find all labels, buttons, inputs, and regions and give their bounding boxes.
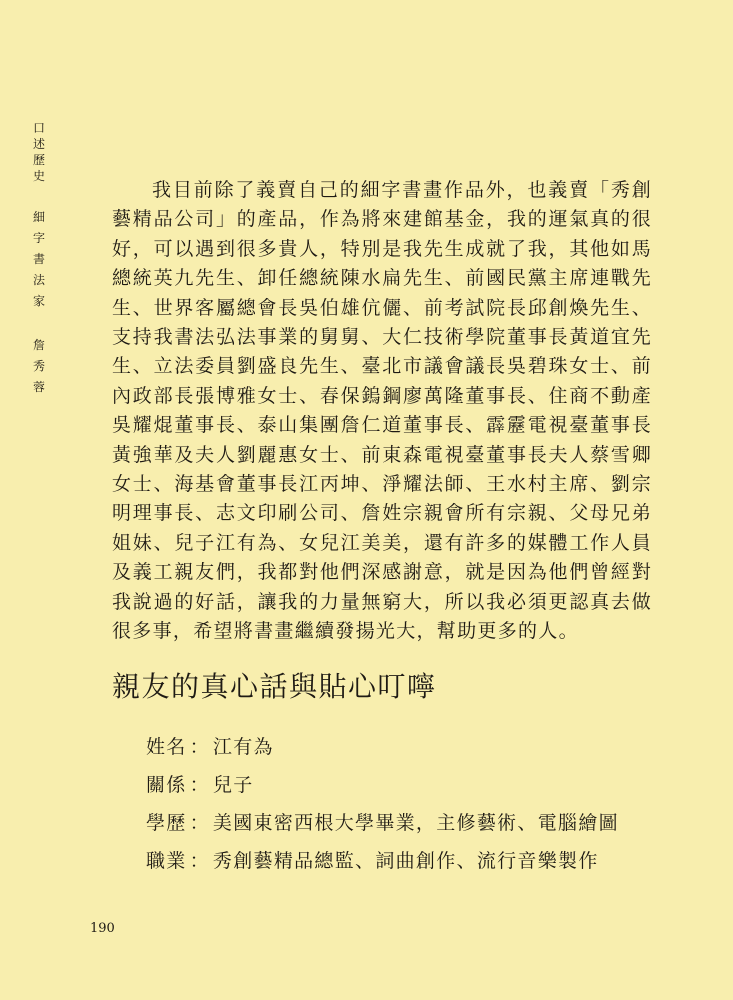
running-header-char: 書 [32,252,45,266]
profile-row-name [146,734,619,772]
running-header-series [33,120,45,184]
running-header [32,120,46,398]
running-header-char: 口 [32,121,45,135]
running-header-topic [33,207,45,312]
running-header-char: 歷 [32,153,45,167]
running-header-char: 秀 [32,359,45,373]
running-header-char: 字 [32,231,45,245]
profile-row-relation [146,772,619,810]
profile-row-education [146,810,619,848]
running-header-char: 述 [32,137,45,151]
running-header-char: 家 [32,294,45,308]
body-paragraph: 我目前除了義賣自己的細字書畫作品外，也義賣「秀創藝精品公司」的產品，作為將來建館基金，我的運氣真的很好，可以遇到很多貴人，特別是我先生成就了我，其他如馬總統英九先生、卸任總統陳水扁先生、前國民黨主席連戰先生、世界客屬總會長吳伯雄伉儷、前考試院長邱創煥先生、支持我書法弘法事業的舅舅、大仁技術學院董事長黃道宜先生、立法委員劉盛良先生、臺北市議會議長吳碧珠女士、前內政部長張博雅女士、春保鎢鋼廖萬隆董事長、住商不動產吳耀焜董事長、泰山集團詹仁道董事長、霹靂電視臺董事長黃強華及夫人劉麗惠女士、前東森電視臺董事長夫人蔡雪卿女士、海基會董事長江丙坤、淨耀法師、王水村主席、劉宗明理事長、志文印刷公司、詹姓宗親會所有宗親、父母兄弟姐妹、兒子江有為、女兒江美美，還有許多的媒體工作人員及義工親友們，我都對他們深感謝意，就是因為他們曾經對我說過的好話，讓我的力量無窮大，所以我必須更認真去做很多事，希望將書畫繼續發揚光大，幫助更多的人。 [112,179,652,643]
profile-value: 兒子 [212,774,254,796]
profile-value: 秀創藝精品總監、詞曲創作、流行音樂製作 [212,850,599,872]
running-header-author [33,335,45,398]
profile-value: 美國東密西根大學畢業，主修藝術、電腦繪圖 [212,812,619,834]
profile-separator: ： [189,850,210,872]
profile-separator: ： [189,774,210,796]
profile-label: 姓名 [146,736,187,758]
profile-row-occupation [146,848,619,886]
profile-label: 學歷 [146,812,187,834]
profile-list [146,734,619,886]
profile-separator: ： [189,812,210,834]
running-header-char: 史 [32,169,45,183]
running-header-char: 蓉 [32,380,45,394]
profile-separator: ： [189,736,210,758]
profile-label: 關係 [146,774,187,796]
profile-value: 江有為 [212,736,274,758]
section-heading: 親友的真心話與貼心叮嚀 [112,670,437,703]
page-number: 190 [90,921,115,936]
running-header-char: 細 [32,210,45,224]
running-header-char: 詹 [32,338,45,352]
profile-label: 職業 [146,850,187,872]
running-header-char: 法 [32,273,45,287]
